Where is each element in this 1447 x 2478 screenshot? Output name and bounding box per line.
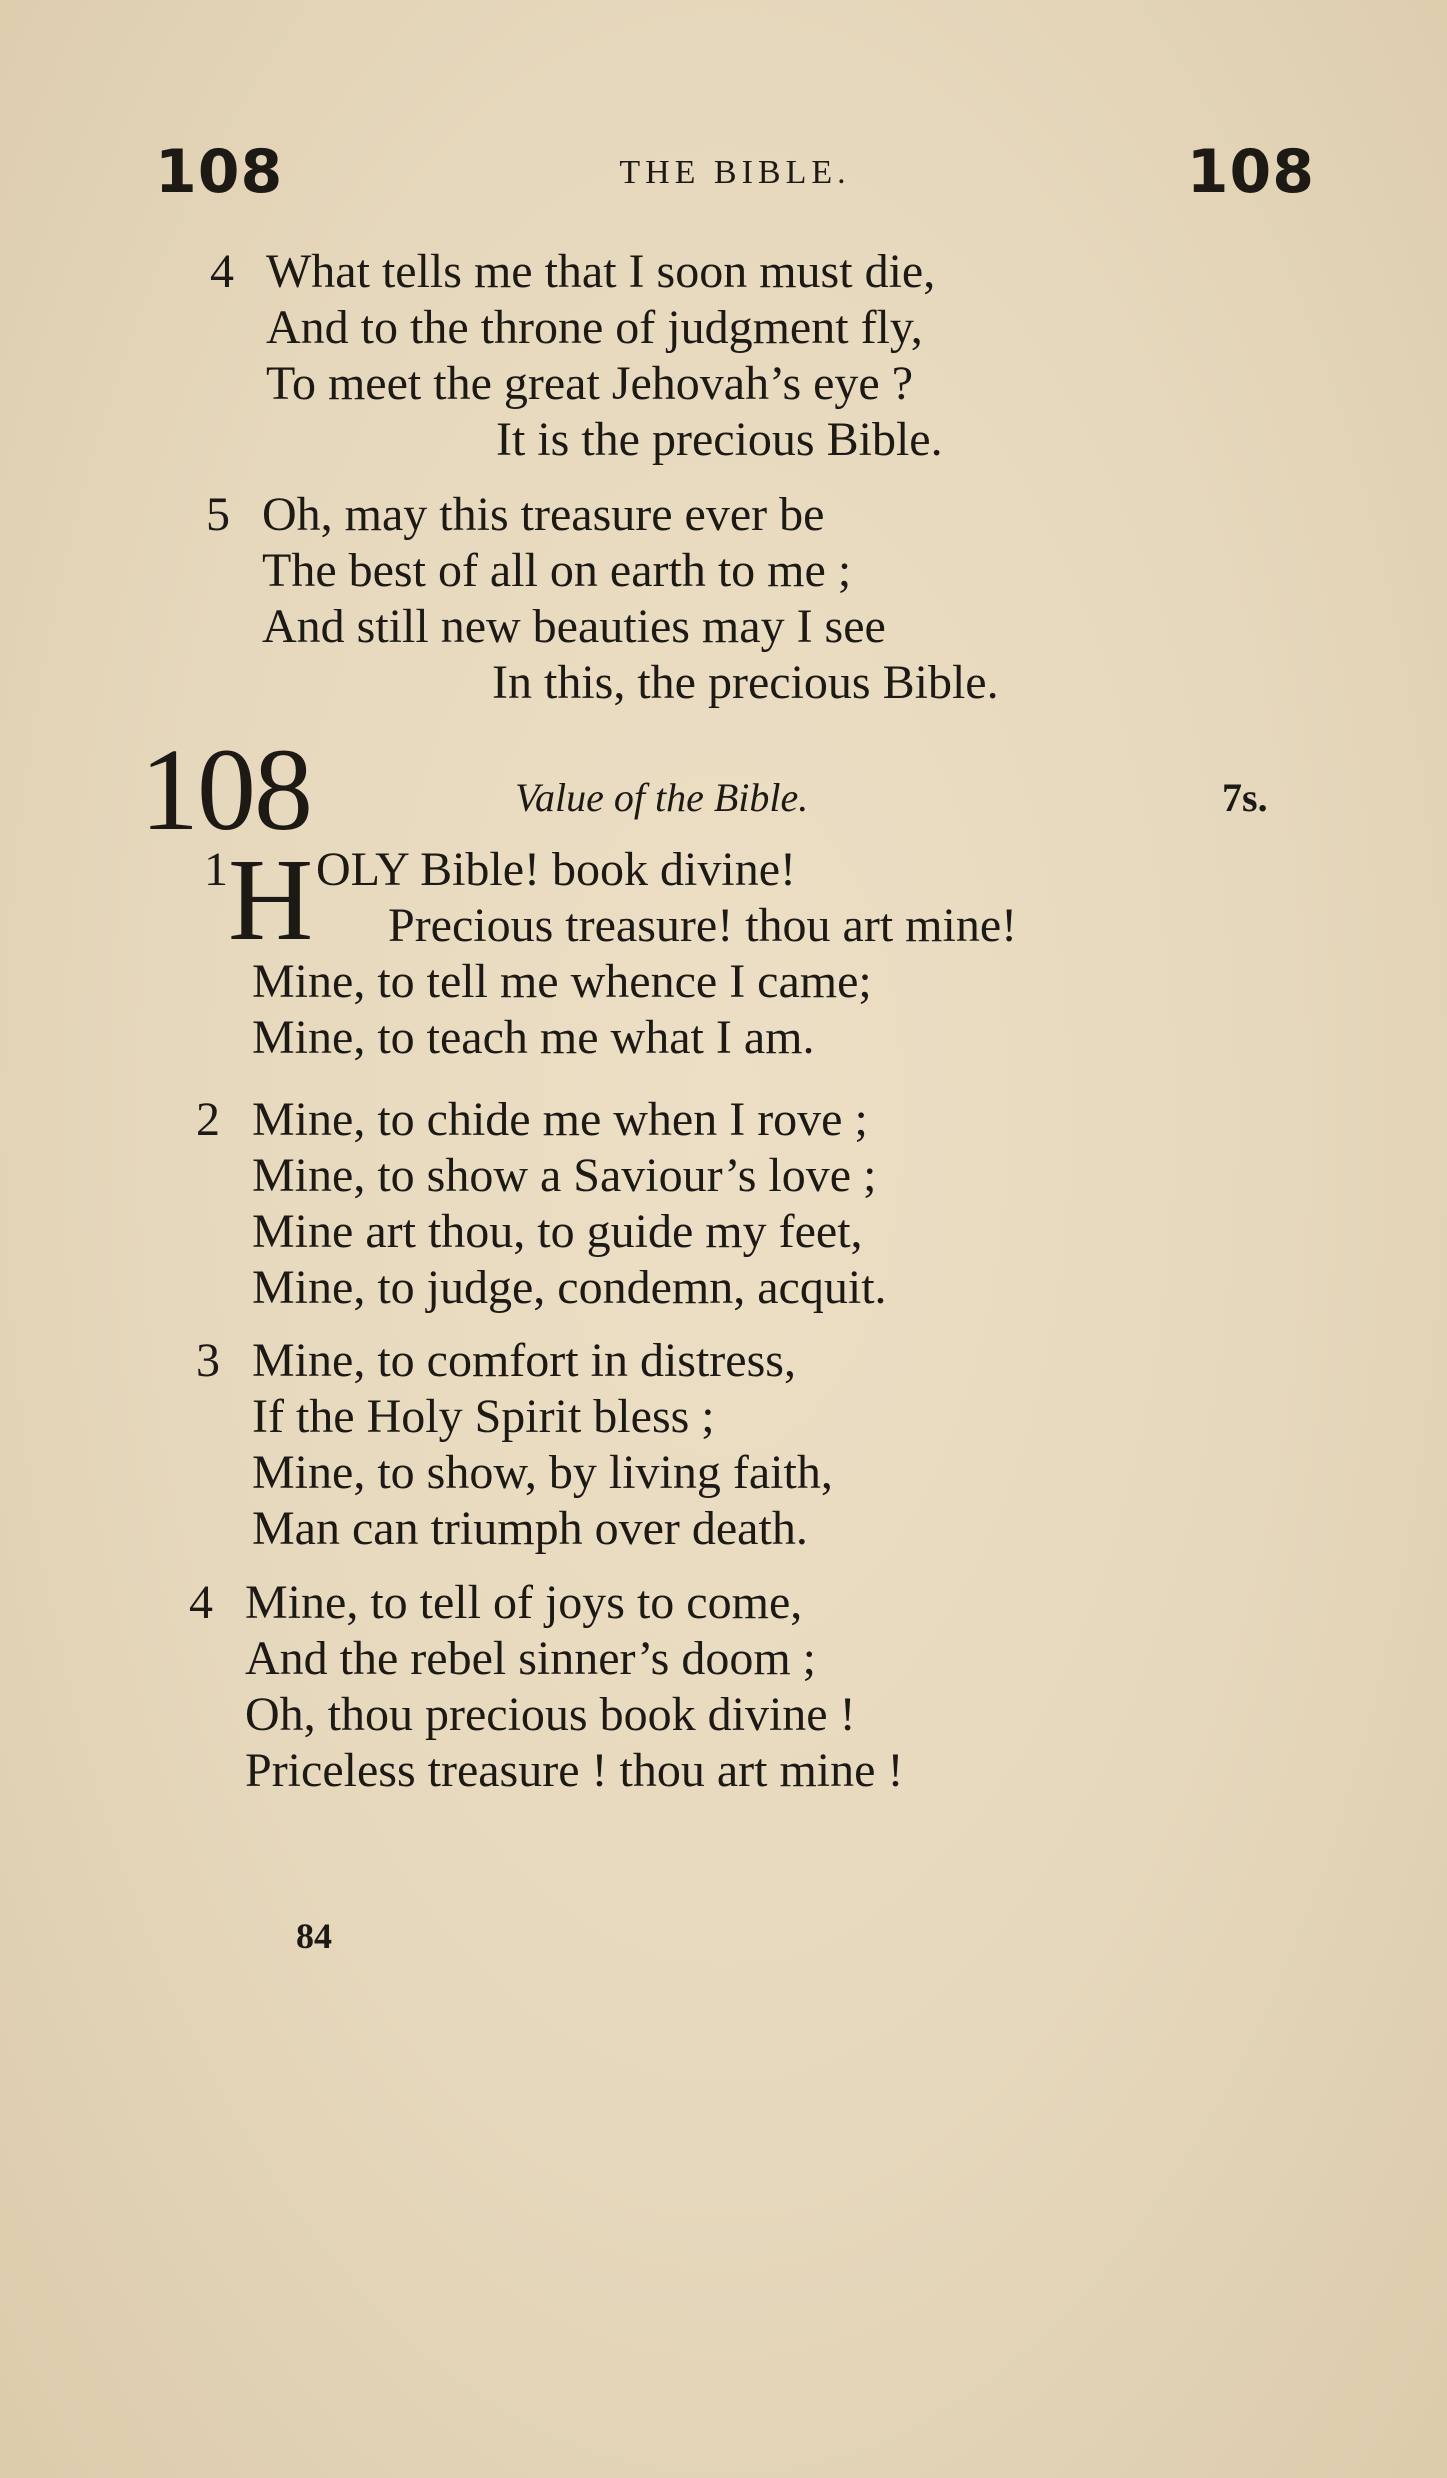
prev-stanza-4	[210, 244, 943, 468]
verse-line: To meet the great Jehovah’s eye ?	[266, 357, 914, 410]
verse-line: Precious treasure! thou art mine!	[388, 899, 1018, 952]
verse-line: 3 Mine, to comfort in distress,	[196, 1334, 796, 1387]
verse-line: Mine, to show a Saviour’s love ;	[252, 1149, 877, 1202]
hymn-stanza-4	[189, 1575, 904, 1799]
verse-line: And the rebel sinner’s doom ;	[245, 1632, 817, 1685]
verse-line: If the Holy Spirit bless ;	[252, 1390, 715, 1443]
verse-line: Mine, to tell me whence I came;	[252, 955, 872, 1008]
prev-stanza-5	[206, 487, 999, 711]
verse-line: Mine, to show, by living faith,	[252, 1446, 833, 1499]
verse-line: 4 Mine, to tell of joys to come,	[189, 1576, 803, 1629]
verse-number: 2	[196, 1093, 220, 1146]
verse-line: OLY Bible! book divine!	[316, 843, 796, 896]
hymn-stanza-3	[196, 1333, 833, 1557]
verse-number: 4	[189, 1576, 213, 1629]
header-hymn-number-left: 108	[155, 137, 284, 207]
verse-line: 5 Oh, may this treasure ever be	[206, 488, 825, 541]
verse-line: Mine art thou, to guide my feet,	[252, 1205, 863, 1258]
drop-cap: H	[228, 834, 314, 965]
verse-line-refrain: In this, the precious Bible.	[492, 656, 999, 709]
verse-number: 4	[210, 245, 234, 298]
header-title: THE BIBLE.	[619, 154, 851, 191]
page-number: 84	[296, 1916, 332, 1956]
hymn-meter: 7s.	[1222, 775, 1268, 820]
verse-line: 4 What tells me that I soon must die,	[210, 245, 936, 298]
running-header	[155, 132, 1315, 212]
verse-line: The best of all on earth to me ;	[262, 544, 852, 597]
hymn-title: Value of the Bible.	[515, 775, 809, 820]
verse-number: 1	[204, 843, 228, 896]
verse-line: Mine, to teach me what I am.	[252, 1011, 815, 1064]
verse-line: Priceless treasure ! thou art mine !	[245, 1744, 904, 1797]
verse-line: 2 Mine, to chide me when I rove ;	[196, 1093, 868, 1146]
verse-line: Man can triumph over death.	[252, 1502, 808, 1555]
verse-line: And still new beauties may I see	[262, 600, 886, 653]
hymn-stanza-1	[204, 834, 1328, 1066]
verse-number: 3	[196, 1334, 220, 1387]
verse-line: Mine, to judge, condemn, acquit.	[252, 1261, 887, 1314]
header-hymn-number-right: 108	[1186, 137, 1315, 207]
verse-line: And to the throne of judgment fly,	[266, 301, 923, 354]
verse-line-refrain: It is the precious Bible.	[496, 413, 943, 466]
verse-line: Oh, thou precious book divine !	[245, 1688, 856, 1741]
verse-number: 5	[206, 488, 230, 541]
hymn-number: 108	[140, 724, 311, 855]
hymn-stanza-2	[196, 1092, 887, 1316]
